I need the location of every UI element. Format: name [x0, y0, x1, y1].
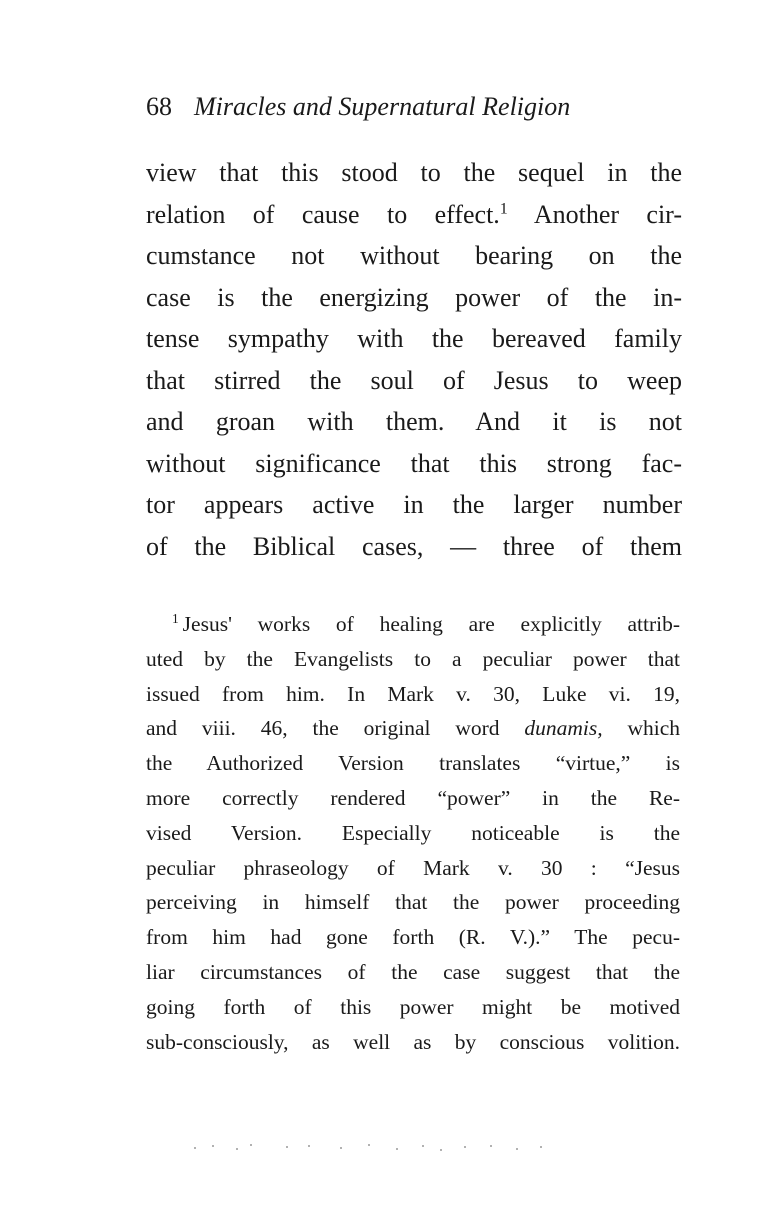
body-line-1: view that this stood to the sequel in the	[146, 158, 682, 187]
speck	[368, 1144, 370, 1146]
body-line-5: tense sympathy with the bereaved family	[146, 324, 682, 353]
footnote-line-2: uted by the Evangelists to a peculiar power that	[146, 646, 680, 671]
footnote-reference: 1	[499, 199, 508, 217]
speck	[250, 1144, 252, 1146]
footnote-line-4	[146, 711, 680, 746]
footnote-line-1-text: Jesus' works of healing are explicitly attrib-	[182, 612, 680, 636]
footnote-line-8: peculiar phraseology of Mark v. 30 : “Jesus	[146, 855, 680, 880]
speck	[340, 1147, 342, 1149]
footnote-line-6: more correctly rendered “power” in the Re-	[146, 785, 680, 810]
footnote-line-11: liar circumstances of the case suggest that the	[146, 959, 680, 984]
footnote-line-10: from him had gone forth (R. V.).” The pecu-	[146, 925, 680, 950]
body-line-6: that stirred the soul of Jesus to weep	[146, 365, 682, 395]
page-number: 68	[146, 92, 172, 121]
body-line-10: of the Biblical cases, — three of them	[146, 531, 682, 561]
running-title: Miracles and Supernatural Religion	[194, 92, 571, 121]
body-line-2-continuation: Another cir-	[533, 199, 682, 229]
footnote-line-9: perceiving in himself that the power proceeding	[146, 890, 680, 915]
body-line-8: without significance that this strong fac-	[146, 448, 682, 478]
footnote-line-4-text: and viii. 46, the original word	[146, 716, 525, 741]
body-line-3: cumstance not without bearing on the	[146, 241, 682, 270]
footnote-line-4-tail: which	[602, 716, 680, 741]
speck	[516, 1148, 518, 1150]
main-text	[146, 152, 682, 567]
speck	[286, 1146, 288, 1148]
speck	[540, 1146, 542, 1148]
footnote-line-7: vised Version. Especially noticeable is the	[146, 820, 680, 845]
body-line-2	[146, 194, 682, 236]
speck	[396, 1148, 398, 1150]
footnote-line-5: the Authorized Version translates “virtue,” is	[146, 751, 680, 776]
italic-term: dunamis,	[524, 716, 603, 741]
body-line-7: and groan with them. And it is not	[146, 407, 682, 436]
speck	[490, 1145, 492, 1147]
footnote-line-12: going forth of this power might be motived	[146, 994, 680, 1019]
footnote-marker: 1	[172, 610, 179, 626]
footnote-line-13: sub-consciously, as well as by conscious volition.	[146, 1029, 680, 1054]
speck	[422, 1145, 424, 1147]
speck	[194, 1147, 196, 1149]
body-line-2-text: relation of cause to effect.	[146, 199, 500, 229]
body-line-9: tor appears active in the larger number	[146, 490, 682, 519]
speck	[236, 1148, 238, 1150]
running-header	[146, 92, 686, 122]
speck	[308, 1145, 310, 1147]
speck	[440, 1149, 442, 1151]
speck	[212, 1145, 214, 1147]
body-line-4: case is the energizing power of the in-	[146, 282, 682, 312]
footnote	[146, 607, 680, 1059]
footnote-line-1	[146, 607, 680, 642]
scan-specks	[190, 1142, 550, 1154]
footnote-line-3: issued from him. In Mark v. 30, Luke vi. 19,	[146, 681, 680, 706]
speck	[464, 1146, 466, 1148]
